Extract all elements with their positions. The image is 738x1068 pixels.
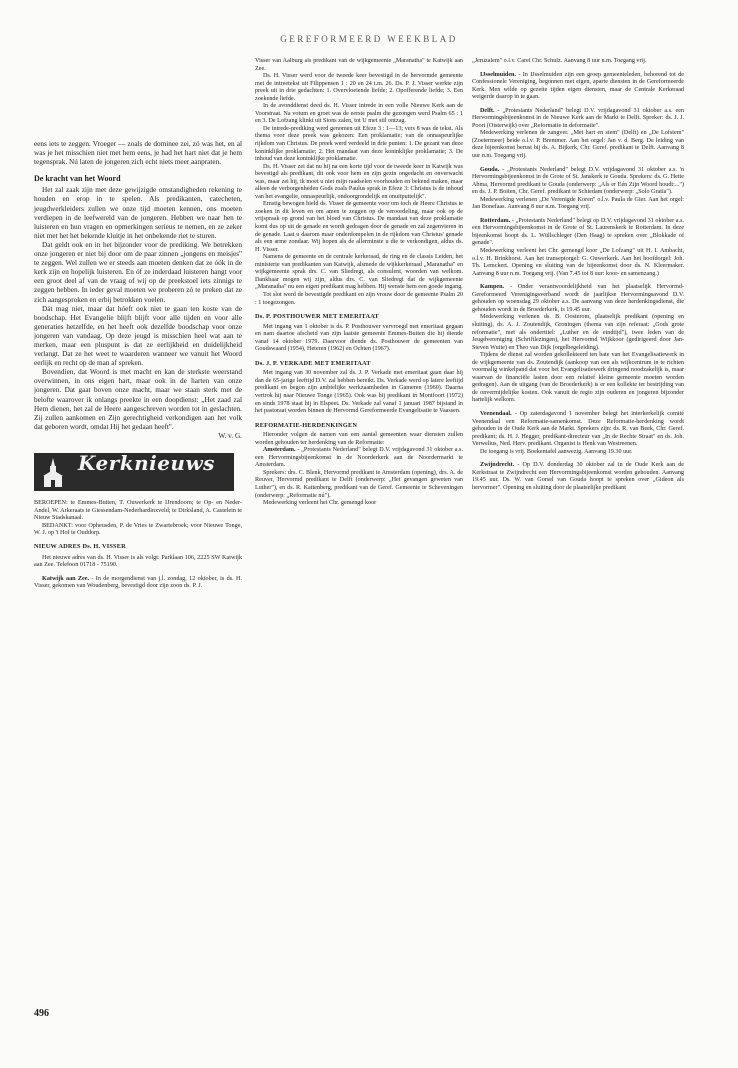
paragraph-text: - Onder verantwoordelijkheid van het plaatselijk Hervormd-Gereformeerd Verenigingsverband wordt de jaarlijkse Hervormingsavond D.V. gehouden op woensdag 29 oktober a.s. De aanvang van deze herdenkingsdienst, die gehouden wordt in de Broederkerk, is 19.45 uur. (472, 284, 684, 313)
section-heading: Ds. P. POSTHOUWER MET EMERITAAT (255, 313, 379, 321)
paragraph: Tijdens de dienst zal worden gekollekteerd ten bate van het Evangelisatiewerk in de wijkgemeente van ds. Zoutendijk (aankoop van een als wijkcentrum in te richten voormalig winkelpand dat voor het Evangelisatiewerk dringend noodzakelijk is, maar waarvan de financiële lasten door een relatief kleine gemeente moeten worden gedragen). Aan de uitgang (van de Broederkerk) is er een kollekte ter bestrijding van de onvermijdelijke kosten. Ook vanuit de regio zijn ouderen en jongeren bijzonder hartelijk welkom. (472, 352, 684, 404)
author-signature: W. v. G. (218, 431, 242, 440)
place-name: Gouda. (480, 166, 500, 173)
place-name: IJsselmuiden. (480, 71, 516, 78)
paragraph-text: - In de morgendienst van j.l. zondag, 12 oktober, is ds. H. Visser, gekomen van Woudenberg, bevestigd door zijn zoon ds. P. J. (34, 574, 242, 590)
paragraph-text: - „Protestants Nederland" belegt D.V. vrijdagavond 31 oktober a.s. een Hervormingsbijeenkomst in de Nieuwe Kerk aan de Markt te Delft. Spreker: ds. J. J. Poort (Oisterwijk) over „Reformatie in deformatie". (472, 107, 684, 129)
paragraph-text: - Op D.V. donderdag 30 oktober zal in de Oude Kerk aan de Kerkstraat te Zwijndrecht een Hervormingsbijeenkomst worden gehouden. Aanvang 19.45 uur. Ds. W. van Gorsel van Gouda hoopt te spreken over „Gideon als hervormer". Opening en sluiting door de plaatselijke predikant (472, 462, 684, 491)
paragraph: Bovendien, dat Woord is met macht en kan de sterkste weerstand overwinnen, in ons eigen hart, maar ook in de harten van onze jongeren. Dat gaat boven onze macht, maar we staan sterk met de belofte waarover ik onlangs preekte in een doopdienst: „Het zaad zal Hem dienen, het zal de Heere aangeschreven worden tot in geslachten. Zij zullen aankomen en Zijn gerechtigheid verkondigen aan het volk dat geboren wordt, omdat Hij het gedaan heeft". (34, 368, 242, 431)
paragraph-text: - Op zaterdagavond 1 november belegt het interkerkelijk comité Veenendaal een Reformatie-samenkomst. Deze Reformatie-herdenking wordt gehouden in de Oude Kerk aan de Markt. Sprekers zijn: ds. R. van Beek, Chr. Geref. predikant; ds. H. J. Hegger, predikant-directeur van „In de Rechte Straat" en ds. Joh. Verwelius, Ned. Herv. predikant. Organist is Henk van Westreenen. (472, 410, 684, 448)
paragraph (255, 447, 463, 470)
paragraph-text: - „Protestants Nederland" belegt D.V. vrijdagavond 31 oktober a.s. 'n Hervormingsbijeenkomst in de Grote of St. Janskerk te Gouda. Sprekers: ds. G. Hette Abma, Hervormd predikant te Gouda (onderwerp: „Als er Eén Zijn Woord houdt:...") en ds. J. P. Boiten, Chr. Geref. predikant te Schiedam (onderwerp: „Solo Gratia"). (472, 166, 684, 196)
place-name: Amsterdam. (263, 447, 296, 454)
paragraph: Medewerking verleent het Chr. gemengd koor „De Lofzang" uit H. I. Ambacht, o.l.v. H. Brinkhorst. Aan het transeptorgel: G. Ouwerkerk. Aan het hoofdorgel: Joh. Th. Lemckert. Opening en sluiting van de bijeenkomst door ds. N. Kleermaker. Aanvang 8 uur n.m. Toegang vrij. (Van 7.45 tot 8 uur: koor- en samenzang.) (472, 248, 684, 277)
paragraph (472, 462, 684, 492)
paragraph: Dát mag niet, maar dat hóeft ook niet te gaan ten koste van de boodschap. Het Evangelie blijft blijft voor alle tijden en voor alle generaties hetzelfde, en het heeft ook dezelfde boodschap voor onze jongeren van vandaag. Op deze jeugd is misschien heel wat aan te merken, maar een pluspunt is dat ze eerlijkheid en duidelijkheid verlangt. Dat ze het weet te waarderen wanneer we vanuit het Woord eerlijk en recht op de man af spreken. (34, 304, 242, 368)
paragraph: Namens de gemeente en de centrale kerkeraad, de ring en de classis Leiden, het ministerie van predikanten van Katwijk, alsmede de wijkkerkeraad „Maranatha" en wijkgemeente sprak drs. C. van Sliedregt, als consulent, woorden van welkom. Dankbaar mogen wij zijn, aldus drs. C. van Sliedregt dat de wijkgemeente „Maranatha" nu een eigen predikant mag hebben. Hij wenste hem een goede ingang. (255, 254, 463, 291)
paragraph: Sprekers: drs. C. Blenk, Hervormd predikant te Amsterdam (opening), drs. A. de Reuver, Hervormd predikant te Delft (onderwerp: „Het gevangen geweten van Luther"), en ds. R. Kattenberg, predikant van de Geref. Gemeente te Scheveningen (onderwerp: „Reformatie nú"). (255, 469, 463, 499)
section-heading: De kracht van het Woord (34, 174, 121, 184)
paragraph (34, 575, 242, 590)
paragraph: Met ingang van 30 november zal ds. J. P. Verkade met emeritaat gaan daar hij dan de 65-jarige leeftijd D.V. zal hebben bereikt. Ds. Verkade werd op latere leeftijd predikant en begon zijn ambtelijke werkzaamheden in Gameren (1960). Daarna vertrok hij naar Nieuwe Tonge (1965). Ook was hij predikant in Montfoort (1972) en sinds 1978 staat hij in Elspeet. Ds. Verkade zal vanaf 1 januari 1987 bijstand in het pastoraat worden binnen de Hervormd Gereformeerde Evangelisatie te Vaassen. (255, 370, 463, 415)
running-header: GEREFORMEERD WEEKBLAD (280, 34, 458, 44)
paragraph: Ds. H. Visser werd voor de tweede keer bevestigd in de hervormde gemeente met de intreetekst uit Filippensen 1 : 20 en 24 t.m. 26. Ds. P. J. Visser werkte zijn preek uit in drie gedachten: 1. Overvloeiende liefde; 2. Opofferende liefde; 3. Een zoekende liefde. (255, 73, 463, 102)
paragraph: eens iets te zeggen. Vroeger — zoals de dominee zei, zó was het, en al was je het misschien niet met hem eens, je had het hart niet dat je hem tegensprak. Nú laten de jongeren zich echt niets meer aanpraten. (34, 140, 242, 167)
paragraph: BEROEPEN: te Emmes-Buiten, T. Ouwerkerk te IJrendoorn; te Op- en Neder-Andel, W. Arkeraats te Giessendam-Nederhardinxveld; te Dirksland, A. Castelein te Nieuw Stadskanaal. (34, 499, 242, 522)
column-left (34, 140, 242, 1040)
place-name: Veenendaal. (480, 410, 512, 417)
paragraph-text: - „Protestants Nederland" belegt op D.V. vrijdagavond 31 oktober a.s. een Hervormingsbijeenkomst in de Grote of St. Laurenskerk te Rotterdam. In deze bijeenkomst hoopt ds. L. Wüllschleger (Den Haag) te spreken over „Blokkade of genade". (472, 217, 684, 247)
banner-title: Kerknieuws (78, 453, 215, 475)
paragraph: Met ingang van 1 oktober is ds. P. Posthouwer vervroegd met emeritaat gegaan en nam daartoe afscheid van zijn laatste gemeente Emmes-Buiten die hij diende vanaf 14 oktober 1979. Daarvoor diende ds. Posthouwer de gemeenten van Goudswaard (1954), Heteren (1962) en Ochten (1967). (255, 323, 463, 353)
paragraph-text: - „Protestants Nederland" belegt D.V. vrijdagavond 31 oktober a.s. een Hervormingsbijeenkomst in de Noorderkerk aan de Noordermarkt te Amsterdam. (255, 447, 463, 469)
page-number: 496 (34, 1008, 49, 1019)
place-name: Zwijndrecht. (480, 462, 515, 469)
paragraph (472, 284, 684, 314)
column-right (472, 58, 684, 1048)
column-middle (255, 58, 463, 1048)
section-heading: Ds. J. P. VERKADE MET EMERITAAT (255, 359, 371, 367)
paragraph: Het zal zaak zijn met deze gewijzigde omstandigheden rekening te houden en erop in te spelen. Als predikanten, catecheten, jeugdwerkleiders zullen we onze tijd moeten kennen, ons moeten verdiepen in de leefwereld van de jongeren. Hebben we naar hen te luisteren en hun vragen en opmerkingen serieus te nemen, en ze zeker niet met het het bekende kluitje in het onbekende riet te sturen. (34, 186, 242, 240)
paragraph: Hieronder volgen de namen van een aantal gemeenten waar diensten zullen worden gehouden ter herdenking van de Reformatie: (255, 432, 463, 446)
paragraph: Medewerking verlenen ds. B. Oosterom, plaatselijk predikant (opening en sluiting), ds. A. J. Zoutendijk, Groningen (thema van zijn referaat: „Gods grote reformatie", met als ondertitel: „Luther en de eindtijd"), twee leden van de Jeugdvereniging (Schriftlezingen), het Hervormd Wijkkoor (gedirigeerd door Jan-Steven Wuite) en Theo van Dijk (orgelbegeleiding). (472, 314, 684, 351)
paragraph: BEDANKT: voor Opheusden, P. de Vries te Zwartebroek; voor Nieuwe Tonge, W. J. op 't Hof te Ouddorp. (34, 521, 242, 537)
paragraph: Visser van Aalburg als predikant van de wijkgemeente „Maranatha" te Katwijk aan Zee. (255, 58, 463, 72)
place-name: Delft. (480, 107, 495, 114)
place-name: Kampen. (480, 284, 505, 291)
place-name: Rotterdam. (480, 217, 511, 224)
paragraph (472, 108, 684, 131)
paragraph: Medewerking verlenen „De Verenigde Koren" o.l.v. Paula de Gier. Aan het orgel: Jan Bonefaas. Aanvang 8 uur n.m. Toegang vrij. (472, 196, 684, 211)
church-icon (40, 458, 66, 488)
paragraph: De intrede-prediking werd genomen uit Efeze 3 : 1—13; vers 8 was de tekst. Als thema voor deze preek was gekozen: Een proklamatie; van de onnaspeurlijke rijkdom van Christus. De preek werd verdeeld in drie punten: 1. De gezant van deze koninklijke proklamatie; 2. Het mandaat van deze koninklijke proklamatie; 3. De inhoud van deze koninklijke proklamatie. (255, 125, 463, 163)
paragraph (472, 167, 684, 197)
section-heading: NIEUW ADRES Ds. H. VISSER (34, 542, 126, 550)
kerknieuws-banner (34, 453, 234, 491)
paragraph: In de avonddienst deed ds. H. Visser intrede in een volle Nieuwe Kerk aan de Voorstraat. Na votum en groet was de eerste psalm die gezongen werd Psalm 65 : 1 en 3. De Lofzang klinkt uit Sions zalen, tot U met stil ontzag. (255, 103, 463, 125)
paragraph: De toegang is vrij. Boekentafel aanwezig. Aanvang 19.30 uur. (480, 448, 633, 455)
section-heading: REFORMATIE-HERDENKINGEN (255, 421, 358, 429)
paragraph (472, 411, 684, 449)
paragraph: Dat geldt ook en in het bijzonder voor de prediking. We betrekken onze jongeren er niet bij door om de paar zinnen „jongens en meisjes" te zeggen. Wel zullen we er steeds aan moeten denken dat ze óók in de kerk zijn en hopelijk luisteren. En óf ze inderdaad luisteren hangt voor een groot deel af van de vraag of wij op de preekstoel iets zinnigs te zeggen hebben. In ieder geval moeten we proberen zó te preken dat ze zich aangesproken en erbij betrokken voelen. (34, 240, 242, 304)
paragraph (472, 218, 684, 248)
paragraph: Medewerking verleent het Chr. gemengd koor (263, 500, 377, 507)
paragraph (472, 72, 684, 102)
paragraph: Medewerking verlenen de zangver. „Met hart en stem" (Delft) en „De Lofstem" (Zoetermeer) beide o.l.v. P. Bremmer. Aan het orgel: Jan v. d. Berg. De leiding van deze bijeenkomst berust bij ds. A. Bijkerk, Chr. Geref. predikant te Delft. Aanvang 8 uur n.m. Toegang vrij. (472, 130, 684, 160)
paragraph-text: - In IJsselmuiden zijn een groep gemeenteleden, behorend tot de Confessionele Vereniging, begonnen met eigen, aparte diensten in de Gereformeerde Kerk. Men wilde op gezette tijden eigen diensten, maar de Centrale Kerkeraad weigerde daarop in te gaan. (472, 71, 684, 101)
paragraph: Het nieuwe adres van ds. H. Visser is als volgt: Parklaan 106, 2225 SW Katwijk aan Zee. Telefoon 01718 - 75190. (34, 553, 242, 569)
paragraph: Ernstig bewogen hield ds. Visser de gemeente voor om toch de Heere Christus te zoeken in dit leven en om amen te zeggen op de veroordeling, maar ook op de vrijspraak op grond van het bloed van Christus. De mandaat van deze proklamatie komt dus op uit de genade en wordt gedragen door de genade en zal zegenvieren in de genade. Laat u daarom maar onderdompelen in de rijkdom van Christus' genade als een arme zondaar. Wij hopen als de allerminste u die te verkondigen, aldus ds. H. Visser. (255, 201, 463, 253)
place-name: Katwijk aan Zee. (42, 574, 90, 582)
paragraph: Tot slot werd de bevestigde predikant en zijn vrouw door de gemeente Psalm 20 : 1 toegezongen. (255, 291, 463, 306)
paragraph: Ds. H. Visser zei dat nu hij na een korte tijd voor de tweede keer in Katwijk was bevestigd als predikant, dit ook voor hem en zijn gezin ongedacht en onverwacht was, maar zei hij, ik moet u niet mijn raadselen voorhouden en bekend maken, maar alleen de verborgenheden Gods zoals Paulus sprak in Efeze 3: Christus is de inhoud van het evangelie, onnaspeurlijk, ondoorgrondelijk en onuitputtelijk". (255, 163, 463, 200)
paragraph: „Jeruzalem" o.l.v. Carel Chr. Schulz. Aanvang 8 uur n.m. Toegang vrij. (472, 58, 647, 64)
